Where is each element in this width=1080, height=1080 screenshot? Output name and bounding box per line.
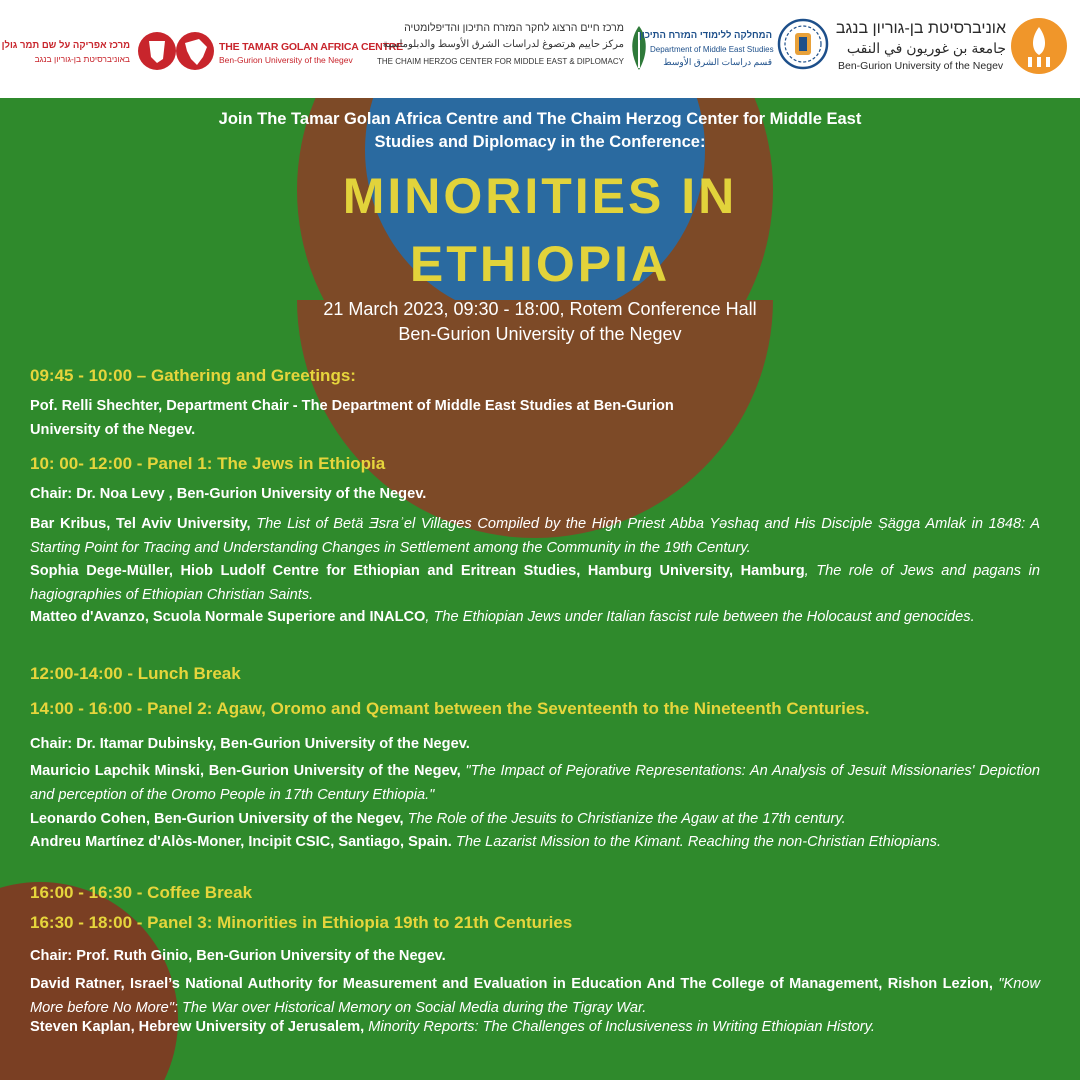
panel-1-talk-3 [30,606,1040,630]
talk-title: Minority Reports [364,1019,475,1035]
talk-title: "The Impact of Pejorative Representations [460,763,742,779]
talk-speaker: Steven Kaplan, Hebrew University of Jerusalem, [30,1019,365,1035]
herzog-english: THE CHAIM HERZOG CENTER FOR MIDDLE EAST & DIPLOMACY [377,57,624,66]
talk-title: The Role of the Jesuits to Christianize the Agaw at the 17th century. [403,811,846,827]
herzog-hebrew: מרכז חיים הרצוג לחקר המזרח התיכון והדיפלומטיה [404,22,624,34]
greetings-line-2: University of the Negev. [30,421,196,438]
panel-3-time: 16:30 - 18:00 - Panel 3: Minorities in Ethiopia 19th to 21th Centuries [30,913,573,932]
talk-title: The List of Betä Ǝsraʾel Villages Compiled by the High Priest Abba Yəshaq and His Disciple Ṣägga Amlak in 1848 [256,516,1022,532]
panel-3-chair: Chair: Prof. Ruth Ginio, Ben-Gurion University of the Negev. [30,948,446,964]
title-line-2: ETHIOPIA [409,236,671,292]
herzog-arabic: مركز حاييم هرتصوغ لدراسات الشرق الأوسط والدبلوماسية [382,39,624,50]
africa-hebrew-line1: מרכז אפריקה על שם תמר גולן [1,40,130,51]
talk-title: The Lazarist Mission to the Kimant. Reaching the non-Christian Ethiopians. [451,834,941,850]
panel-2-time: 14:00 - 16:00 - Panel 2: Agaw, Oromo and Qemant between the Seventeenth to the Nineteenth Centuries. [30,699,870,718]
panel-2-talk-3 [30,831,1040,855]
bgu-hebrew: אוניברסיטת בן-גוריון בנגב [835,20,1006,37]
department-logo [639,14,830,84]
talk-speaker: Mauricio Lapchik Minski, Ben-Gurion University of the Negev, [30,763,461,779]
title-line-1: MINORITIES IN [342,168,738,224]
panel-3-talk-2 [30,1016,1040,1040]
greetings-speaker [30,395,830,442]
bgu-flame-icon [1010,17,1068,75]
talk-speaker: Andreu Martínez d'Alòs-Moner, Incipit CSIC, Santiago, Spain. [30,834,452,850]
panel-2-chair: Chair: Dr. Itamar Dubinsky, Ben-Gurion University of the Negev. [30,736,470,752]
talk-title-rest: : The Challenges of Inclusiveness in Writing Ethiopian History. [474,1019,875,1035]
event-date-location: 21 March 2023, 09:30 - 18:00, Rotem Conference Hall [323,299,757,319]
dept-arabic: قسم دراسات الشرق الأوسط [663,57,772,67]
panel-2-talk-1 [30,760,1040,807]
africa-hebrew-line2: באוניברסיטת בן-גוריון בנגב [34,54,130,64]
africa-centre-name: THE TAMAR GOLAN AFRICA CENTRE [219,41,403,53]
talk-speaker: David Ratner, Israel’s National Authority for Measurement and Evaluation in Education And The College of Management, Rishon Lezion, [30,976,993,992]
talk-title: , The role of Jews and pagans in hagiographies of Ethiopian Christian Saints. [30,563,1040,603]
africa-map-icon [137,29,217,75]
talk-speaker: Matteo d'Avanzo, Scuola Normale Superiore and INALCO [30,609,426,625]
logo-bar [0,0,1080,98]
panel-3-talk-1 [30,973,1040,1020]
talk-speaker: Sophia Dege-Müller, Hiob Ludolf Centre for Ethiopian and Eritrean Studies, Hamburg University, Hamburg [30,563,805,579]
event-venue: Ben-Gurion University of the Negev [398,324,682,344]
talk-title: "Know More before No More" [30,976,1040,1016]
dept-english: Department of Middle East Studies [650,45,774,54]
session-gathering-time: 09:45 - 10:00 – Gathering and Greetings: [30,366,356,385]
talk-title-rest: : The War over Historical Memory on Social Media during the Tigray War. [173,999,647,1016]
herzog-center-logo [362,14,662,84]
panel-2-talk-2 [30,808,1040,832]
talk-title: , The Ethiopian Jews under Italian fascist rule between the Holocaust and genocides. [425,609,975,625]
bgu-arabic: جامعة بن غوريون في النقب [846,40,1006,56]
bgu-english: Ben-Gurion University of the Negev [838,60,1004,72]
africa-centre-subtitle: Ben-Gurion University of the Negev [219,55,353,65]
talk-title-rest: : An Analysis of Jesuit Missionaries' Depiction and perception of the Oromo People in 17th Century Ethiopia." [30,763,1040,803]
intro-line-1: Join The Tamar Golan Africa Centre and The Chaim Herzog Center for Middle East [218,110,862,128]
panel-1-chair: Chair: Dr. Noa Levy , Ben-Gurion University of the Negev. [30,486,427,502]
panel-1-time: 10: 00- 12:00 - Panel 1: The Jews in Ethiopia [30,454,386,473]
panel-1-talk-1 [30,513,1040,560]
lunch-break: 12:00-14:00 - Lunch Break [30,664,241,683]
talk-speaker: Bar Kribus, Tel Aviv University, [30,516,251,532]
africa-centre-logo [1,14,403,84]
intro-line-2: Studies and Diplomacy in the Conference: [374,133,706,151]
intro-text [140,108,940,154]
bgu-logo [836,14,1072,84]
dept-hebrew: המחלקה ללימודי המזרח התיכון [639,30,772,41]
coffee-break: 16:00 - 16:30 - Coffee Break [30,883,253,902]
panel-1-talk-2 [30,560,1040,607]
talk-speaker: Leonardo Cohen, Ben-Gurion University of the Negev, [30,811,404,827]
greetings-line-1: Pof. Relli Shechter, Department Chair - The Department of Middle East Studies at Ben-Gurion [30,398,674,414]
talk-title-rest: : A Starting Point for Tracing and Understanding Changes in Settlement among the Community in the 19th Century. [30,516,1040,556]
department-seal-icon [777,18,829,70]
